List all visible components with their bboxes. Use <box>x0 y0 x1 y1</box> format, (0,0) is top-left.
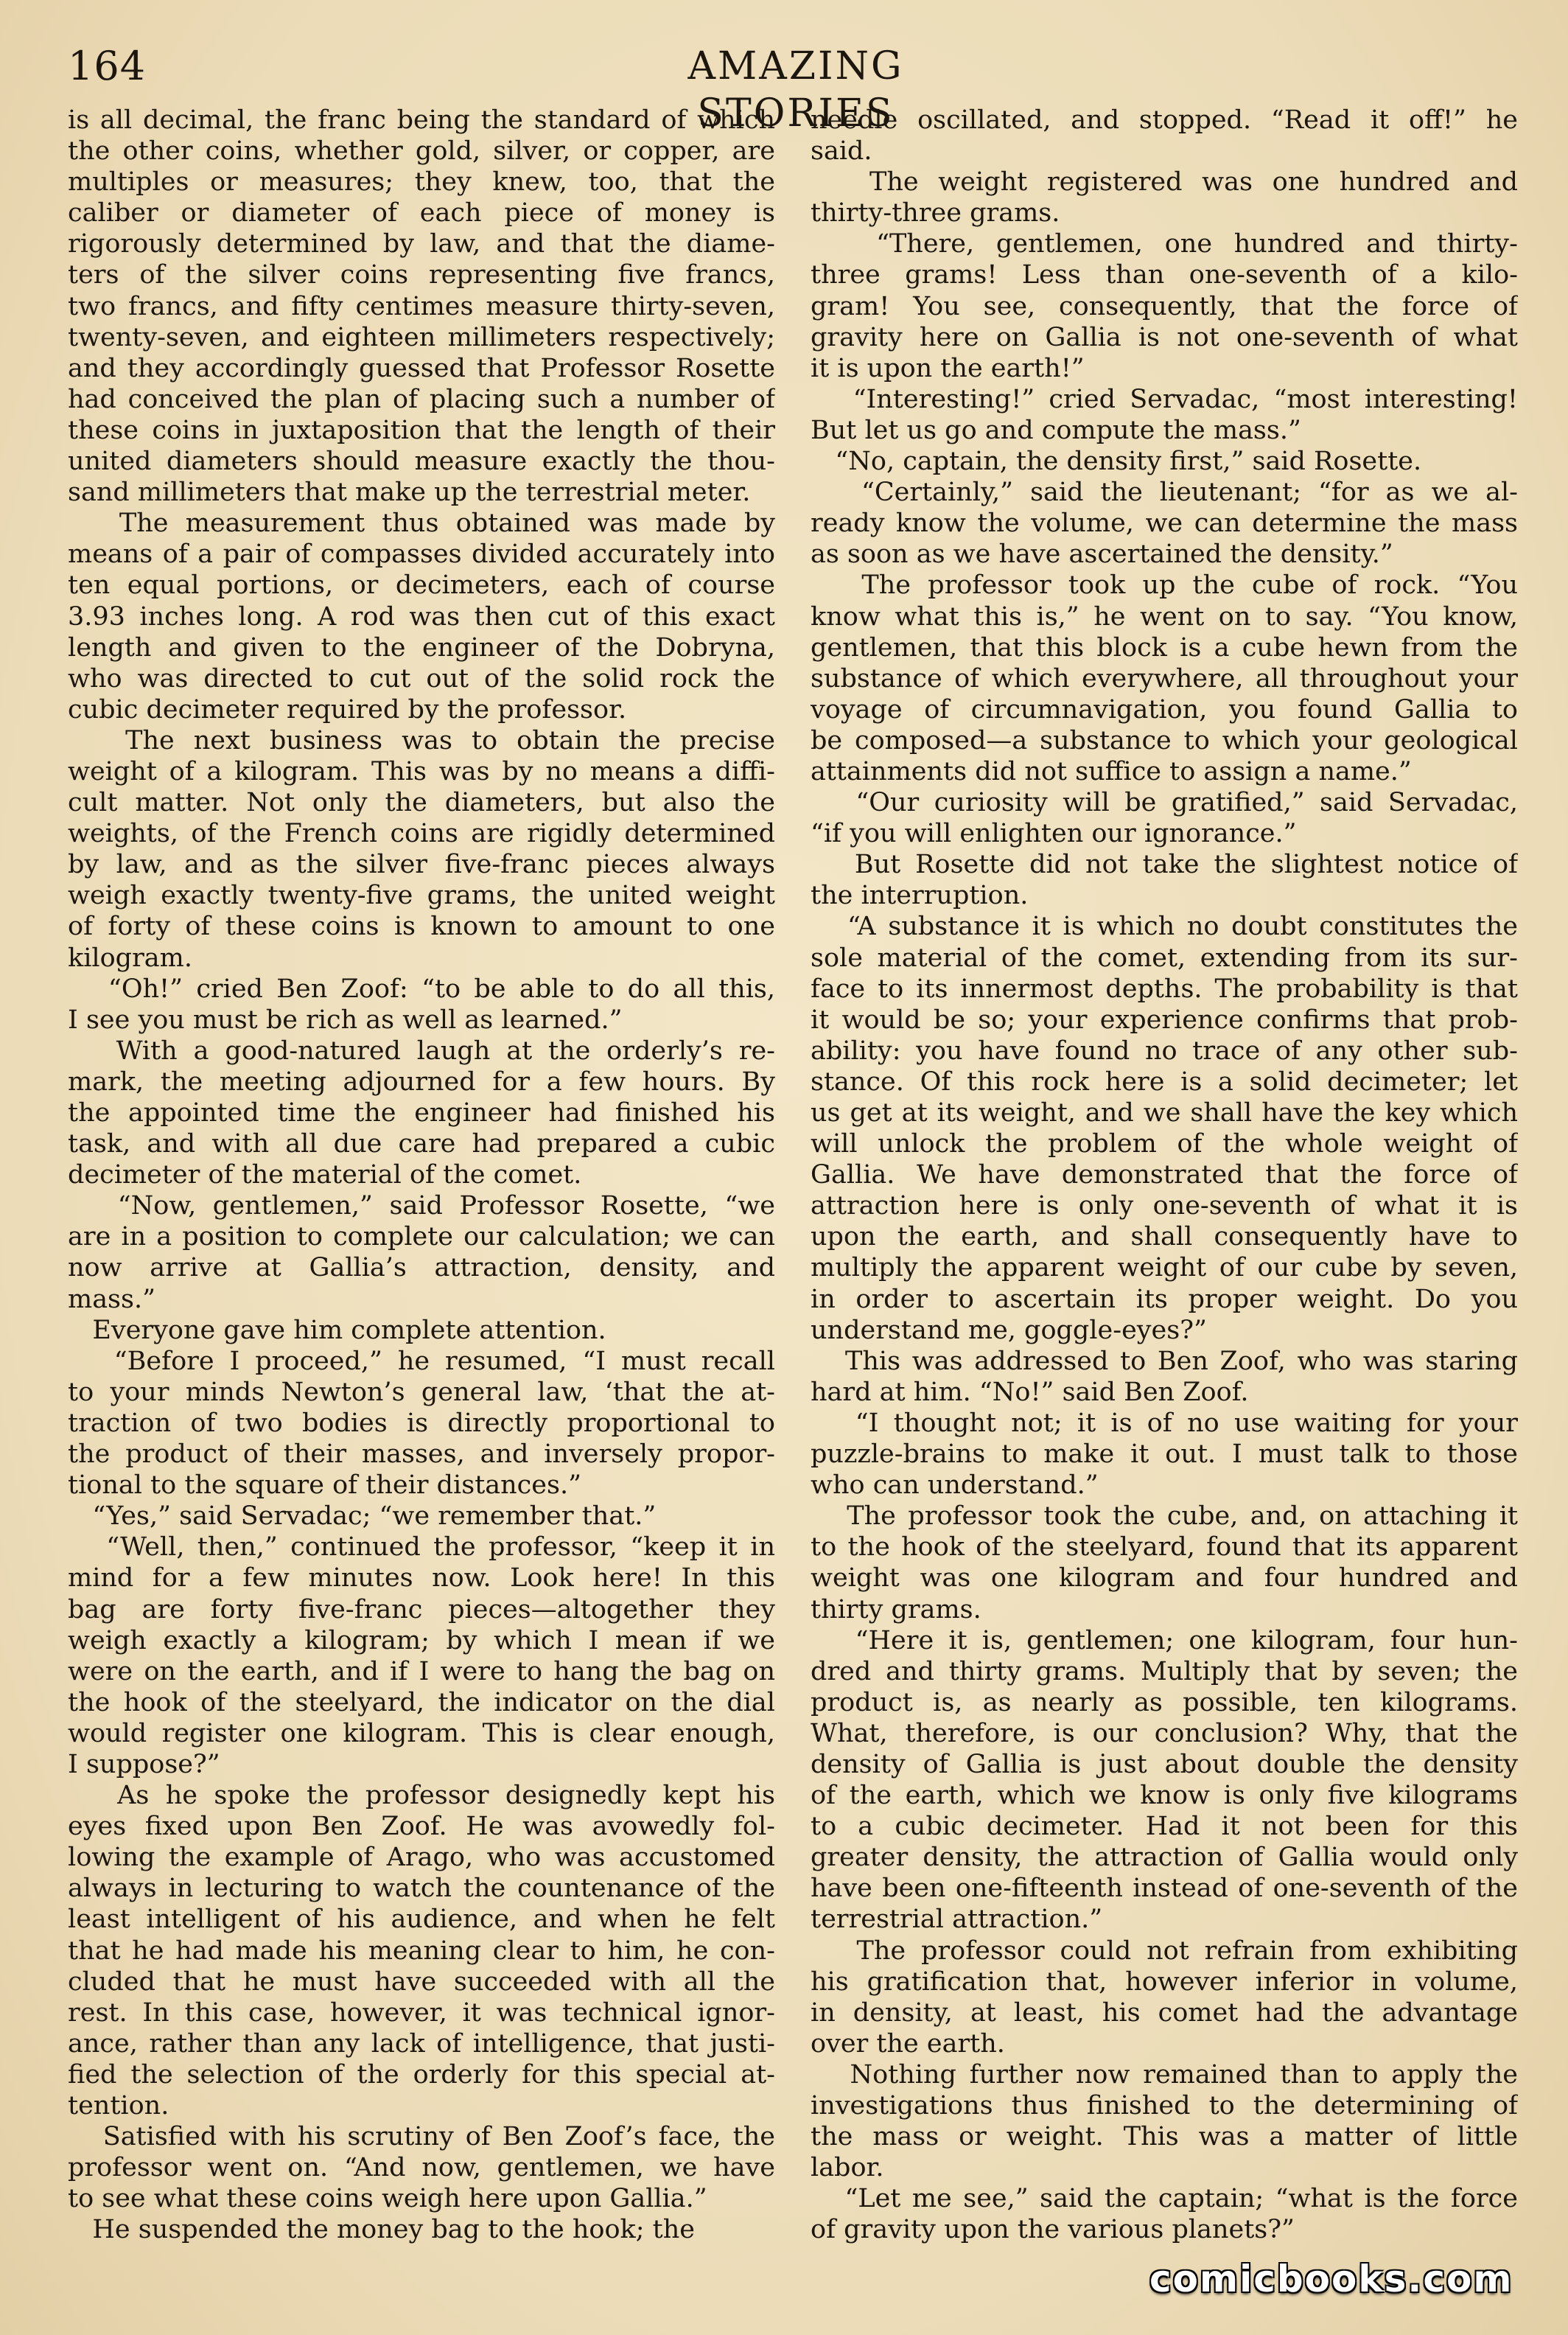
text-line: gentlemen, that this block is a cube hewn from the <box>811 632 1518 663</box>
text-line: “Certainly,” said the lieutenant; “for as we al- <box>811 478 1518 508</box>
text-line: ability: you have found no trace of any other sub- <box>811 1036 1518 1066</box>
text-line: two francs, and fifty centimes measure thirty-seven, <box>68 291 775 321</box>
text-line: weights, of the French coins are rigidly determined <box>68 819 775 849</box>
text-line: voyage of circumnavigation, you found Gallia to <box>811 694 1518 725</box>
text-line: attainments did not suffice to assign a name.” <box>811 756 1412 786</box>
text-line: puzzle-brains to make it out. I must talk to those <box>811 1439 1518 1470</box>
text-line: labor. <box>811 2153 884 2183</box>
text-line: Gallia. We have demonstrated that the force of <box>811 1160 1518 1190</box>
text-line: the appointed time the engineer had finished his <box>68 1098 775 1128</box>
text-line: now arrive at Gallia’s attraction, density, and <box>68 1253 775 1283</box>
text-line: ance, rather than any lack of intelligence, that justi- <box>68 2028 775 2059</box>
text-line: He suspended the money bag to the hook; the <box>68 2215 696 2245</box>
text-line: rigorously determined by law, and that the diame- <box>68 229 775 259</box>
text-line: the other coins, whether gold, silver, or copper, are <box>68 136 775 167</box>
text-line: Everyone gave him complete attention. <box>68 1315 606 1345</box>
text-line: of the earth, which we know is only five kilograms <box>811 1781 1518 1811</box>
text-line: to see what these coins weigh here upon Gallia.” <box>68 2184 707 2214</box>
text-line: mark, the meeting adjourned for a few hours. By <box>68 1067 775 1097</box>
text-line: “Before I proceed,” he resumed, “I must recall <box>68 1346 775 1376</box>
text-line: be composed—a substance to which your geological <box>811 725 1518 755</box>
text-line: “There, gentlemen, one hundred and thirty- <box>811 229 1518 259</box>
text-line: tional to the square of their distances.” <box>68 1470 581 1501</box>
text-line: hard at him. “No!” said Ben Zoof. <box>811 1377 1249 1407</box>
text-line: tention. <box>68 2091 169 2121</box>
text-line: gram! You see, consequently, that the force of <box>811 291 1518 321</box>
text-line: “if you will enlighten our ignorance.” <box>811 819 1297 849</box>
text-line: sole material of the comet, extending from its sur- <box>811 943 1518 973</box>
text-line: least intelligent of his audience, and when he felt <box>68 1905 775 1935</box>
text-line: substance of which everywhere, all throughout your <box>811 663 1518 694</box>
text-line: “Yes,” said Servadac; “we remember that.” <box>68 1501 657 1532</box>
text-line: will unlock the problem of the whole weight of <box>811 1129 1518 1159</box>
text-line: are in a position to complete our calculation; we can <box>68 1222 775 1252</box>
text-line: “No, captain, the density first,” said Rosette. <box>811 447 1422 477</box>
text-line: of gravity upon the various planets?” <box>811 2215 1295 2245</box>
text-line: professor went on. “And now, gentlemen, we have <box>68 2153 775 2183</box>
text-line: weigh exactly twenty-five grams, the united weight <box>68 881 775 911</box>
text-line: said. <box>811 136 872 167</box>
text-line: kilogram. <box>68 943 192 973</box>
text-line: “Here it is, gentlemen; one kilogram, four hun- <box>811 1625 1518 1655</box>
text-line: investigations thus finished to the determining of <box>811 2091 1518 2121</box>
text-line: these coins in juxtaposition that the length of their <box>68 415 775 445</box>
text-line: sand millimeters that make up the terrestrial meter. <box>68 478 751 508</box>
text-line: But Rosette did not take the slightest notice of <box>811 850 1518 880</box>
text-line: “I thought not; it is of no use waiting for your <box>811 1408 1518 1438</box>
text-line: cubic decimeter required by the professor. <box>68 694 627 725</box>
text-line: fied the selection of the orderly for this special at- <box>68 2059 775 2090</box>
text-line: to a cubic decimeter. Had it not been for this <box>811 1812 1518 1842</box>
text-line: that he had made his meaning clear to him, he con- <box>68 1936 775 1966</box>
text-line: us get at its weight, and we shall have the key which <box>811 1098 1518 1128</box>
text-line: But let us go and compute the mass.” <box>811 415 1301 445</box>
text-line: in density, at least, his comet had the advantage <box>811 1997 1518 2028</box>
text-line: density of Gallia is just about double the density <box>811 1749 1518 1779</box>
text-line: task, and with all due care had prepared a cubic <box>68 1129 775 1159</box>
text-line: gravity here on Gallia is not one-seventh of what <box>811 322 1518 352</box>
text-line: bag are forty five-franc pieces—altogether they <box>68 1594 775 1624</box>
text-line: “Well, then,” continued the professor, “keep it in <box>68 1532 775 1563</box>
text-line: had conceived the plan of placing such a number of <box>68 384 775 414</box>
text-line: three grams! Less than one-seventh of a kilo- <box>811 260 1518 290</box>
text-line: Satisfied with his scrutiny of Ben Zoof’s face, the <box>68 2122 775 2152</box>
text-line: multiply the apparent weight of our cube by seven, <box>811 1253 1518 1283</box>
text-line: ten equal portions, or decimeters, each of course <box>68 570 775 601</box>
text-line: “A substance it is which no doubt constitutes the <box>811 912 1518 942</box>
right-text-column <box>811 105 1518 2245</box>
text-line: to your minds Newton’s general law, ‘that the at- <box>68 1377 775 1407</box>
text-line: needle oscillated, and stopped. “Read it off!” he <box>811 105 1518 135</box>
text-line: united diameters should measure exactly the thou- <box>68 447 775 477</box>
text-line: mass.” <box>68 1284 155 1314</box>
text-line: mind for a few minutes now. Look here! In this <box>68 1563 775 1594</box>
text-line: it would be so; your experience confirms that prob- <box>811 1005 1518 1035</box>
left-text-column <box>68 105 775 2245</box>
text-line: to the hook of the steelyard, found that its apparent <box>811 1532 1518 1563</box>
text-line: of forty of these coins is known to amount to one <box>68 912 775 942</box>
text-line: who can understand.” <box>811 1470 1099 1501</box>
text-line: product is, as nearly as possible, ten kilograms. <box>811 1687 1518 1717</box>
text-line: the mass or weight. This was a matter of little <box>811 2122 1518 2152</box>
text-line: I suppose?” <box>68 1749 220 1779</box>
text-line: The professor took the cube, and, on attaching it <box>811 1501 1518 1532</box>
text-line: The measurement thus obtained was made by <box>68 509 775 539</box>
text-line: What, therefore, is our conclusion? Why, that the <box>811 1718 1518 1748</box>
text-line: The professor could not refrain from exhibiting <box>811 1936 1518 1966</box>
text-line: weight of a kilogram. This was by no means a diffi- <box>68 756 775 786</box>
text-line: the product of their masses, and inversely propor- <box>68 1439 775 1470</box>
text-line: caliber or diameter of each piece of money is <box>68 198 775 228</box>
text-line: the interruption. <box>811 881 1029 911</box>
text-line: upon the earth, and shall consequently have to <box>811 1222 1518 1252</box>
page-number: 164 <box>68 43 147 89</box>
text-line: greater density, the attraction of Gallia would only <box>811 1843 1518 1873</box>
text-line: length and given to the engineer of the Dobryna, <box>68 632 775 663</box>
text-line: ters of the silver coins representing five francs, <box>68 260 775 290</box>
text-line: “Now, gentlemen,” said Professor Rosette, “we <box>68 1191 775 1221</box>
text-line: in order to ascertain its proper weight. Do you <box>811 1284 1518 1314</box>
text-line: rest. In this case, however, it was technical ignor- <box>68 1997 775 2028</box>
text-line: by law, and as the silver five-franc pieces always <box>68 850 775 880</box>
text-line: who was directed to cut out of the solid rock the <box>68 663 775 694</box>
text-line: would register one kilogram. This is clear enough, <box>68 1718 775 1748</box>
text-line: With a good-natured laugh at the orderly’s re- <box>68 1036 775 1066</box>
text-line: stance. Of this rock here is a solid decimeter; let <box>811 1067 1518 1097</box>
text-line: terrestrial attraction.” <box>811 1905 1103 1935</box>
text-line: I see you must be rich as well as learned.” <box>68 1005 623 1035</box>
text-line: cluded that he must have succeeded with all the <box>68 1966 775 1997</box>
text-line: is all decimal, the franc being the standard of which <box>68 105 775 135</box>
text-line: and they accordingly guessed that Professor Rosette <box>68 353 775 383</box>
text-line: have been one-fifteenth instead of one-seventh of the <box>811 1874 1518 1904</box>
text-line: know what this is,” he went on to say. “You know, <box>811 601 1518 632</box>
text-line: his gratification that, however inferior in volume, <box>811 1966 1518 1997</box>
text-line: were on the earth, and if I were to hang the bag on <box>68 1656 775 1686</box>
text-line: decimeter of the material of the comet. <box>68 1160 582 1190</box>
text-line: “Let me see,” said the captain; “what is the force <box>811 2184 1518 2214</box>
text-line: means of a pair of compasses divided accurately into <box>68 540 775 570</box>
text-line: weigh exactly a kilogram; by which I mean if we <box>68 1625 775 1655</box>
text-line: “Oh!” cried Ben Zoof: “to be able to do all this, <box>68 974 775 1004</box>
text-line: The next business was to obtain the precise <box>68 725 775 755</box>
text-line: attraction here is only one-seventh of what it is <box>811 1191 1518 1221</box>
text-line: eyes fixed upon Ben Zoof. He was avowedly fol- <box>68 1812 775 1842</box>
text-line: weight was one kilogram and four hundred and <box>811 1563 1518 1594</box>
running-head: AMAZING STORIES <box>687 44 904 136</box>
text-line: thirty-three grams. <box>811 198 1060 228</box>
text-line: “Interesting!” cried Servadac, “most interesting! <box>811 384 1518 414</box>
text-line: always in lecturing to watch the countenance of the <box>68 1874 775 1904</box>
text-line: face to its innermost depths. The probability is that <box>811 974 1518 1004</box>
text-line: multiples or measures; they knew, too, that the <box>68 167 775 198</box>
watermark: comicbooks.com <box>1149 2258 1513 2300</box>
text-line: dred and thirty grams. Multiply that by seven; the <box>811 1656 1518 1686</box>
text-line: 3.93 inches long. A rod was then cut of this exact <box>68 601 775 632</box>
text-line: As he spoke the professor designedly kept his <box>68 1781 775 1811</box>
text-line: ready know the volume, we can determine the mass <box>811 509 1518 539</box>
text-line: traction of two bodies is directly proportional to <box>68 1408 775 1438</box>
text-line: lowing the example of Arago, who was accustomed <box>68 1843 775 1873</box>
text-line: cult matter. Not only the diameters, but also the <box>68 788 775 818</box>
text-line: understand me, goggle-eyes?” <box>811 1315 1207 1345</box>
text-line: “Our curiosity will be gratified,” said Servadac, <box>811 788 1518 818</box>
text-line: it is upon the earth!” <box>811 353 1085 383</box>
text-line: the hook of the steelyard, the indicator on the dial <box>68 1687 775 1717</box>
text-line: The professor took up the cube of rock. “You <box>811 570 1518 601</box>
text-line: thirty grams. <box>811 1594 981 1624</box>
text-line: over the earth. <box>811 2028 1005 2059</box>
text-line: as soon as we have ascertained the density.” <box>811 540 1393 570</box>
text-line: twenty-seven, and eighteen millimeters respectively; <box>68 322 775 352</box>
text-line: This was addressed to Ben Zoof, who was staring <box>811 1346 1518 1376</box>
text-line: The weight registered was one hundred and <box>811 167 1518 198</box>
text-line: Nothing further now remained than to apply the <box>811 2059 1518 2090</box>
